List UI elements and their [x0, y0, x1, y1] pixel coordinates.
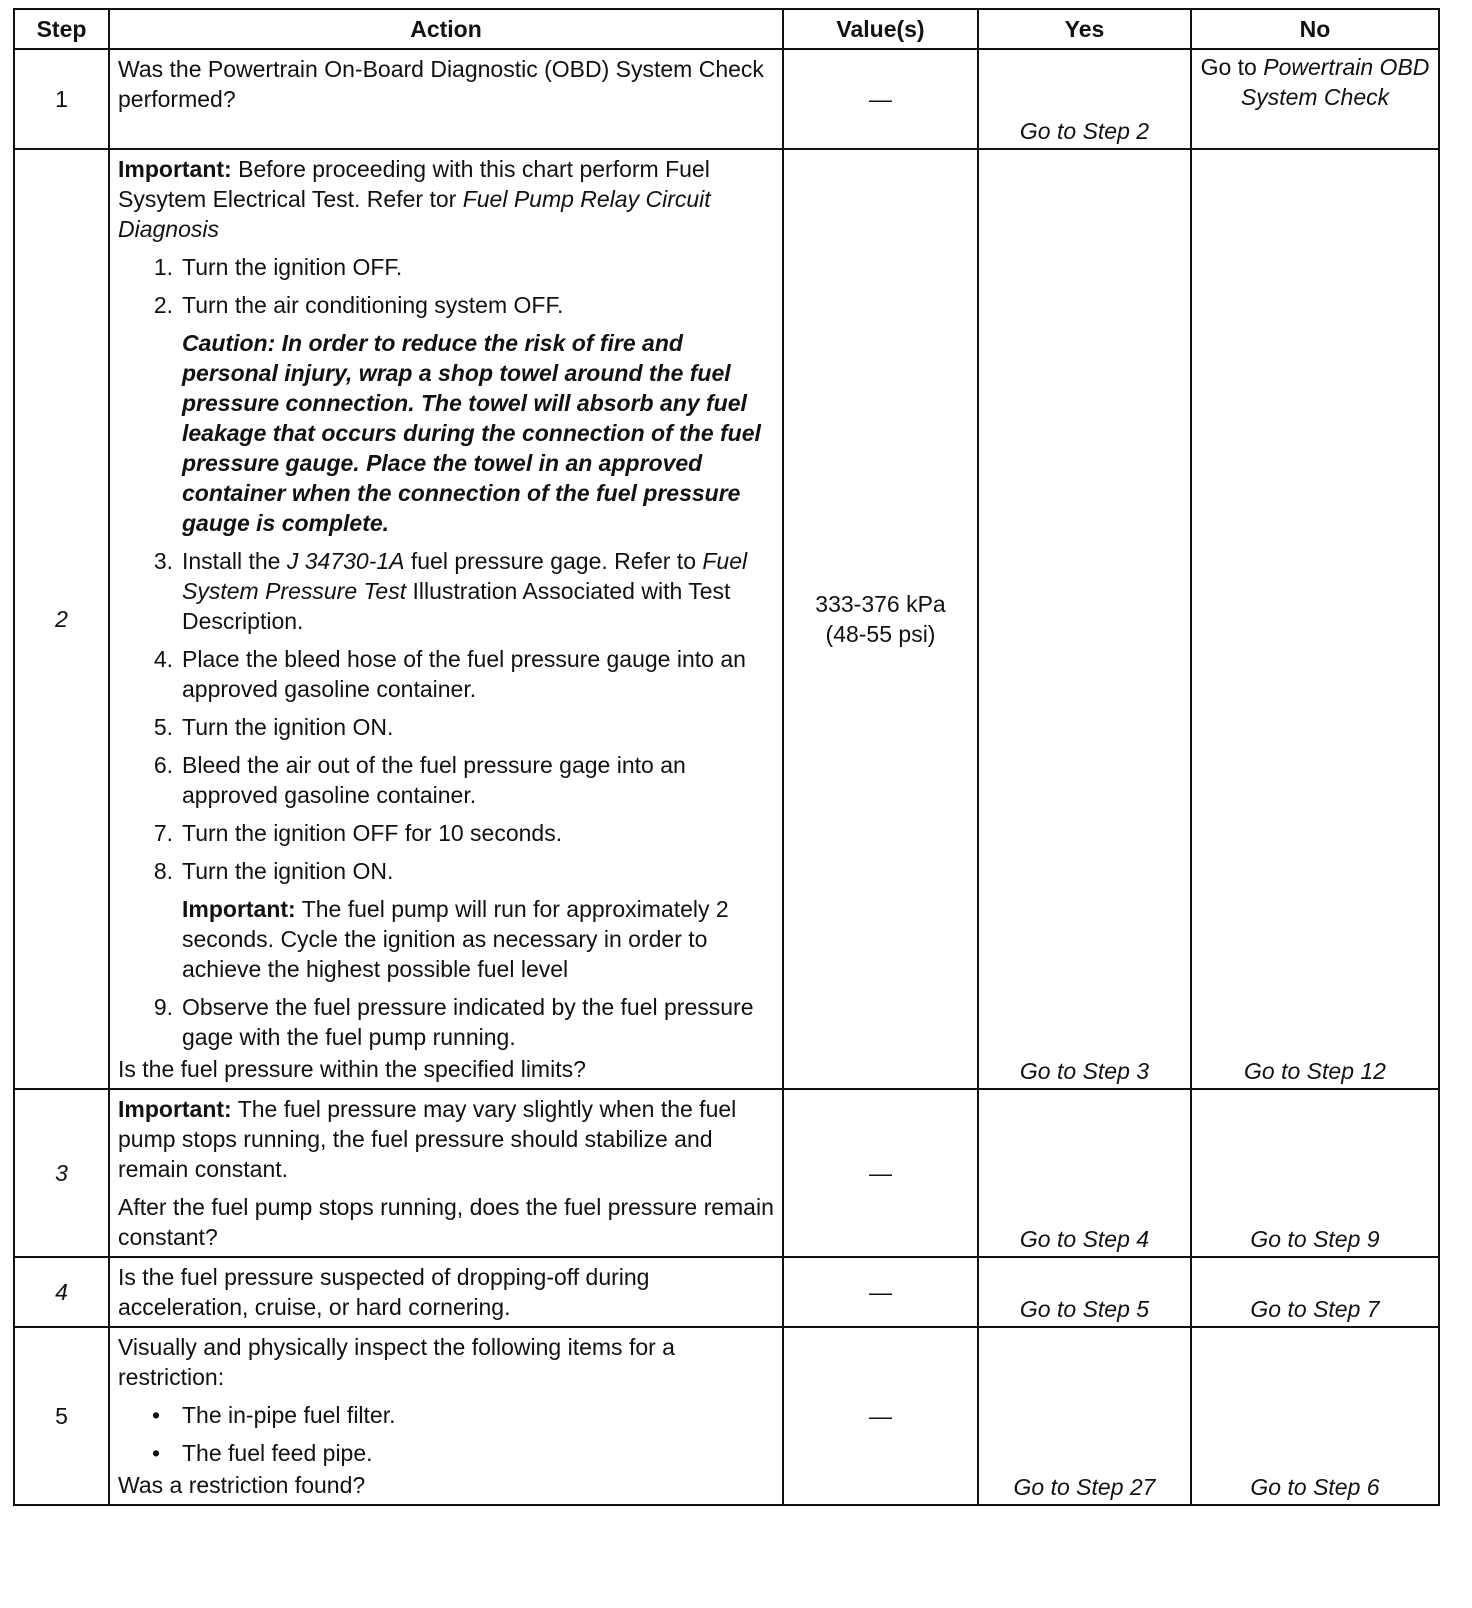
list-number: 7. — [153, 820, 173, 846]
list-item — [118, 1438, 776, 1468]
list-text: Turn the ignition OFF. — [182, 254, 403, 280]
list-item — [118, 252, 776, 282]
list-item — [118, 290, 776, 320]
important-text: The fuel pump will run for approximately 2 seconds. Cycle the ignition as necessary in order to achieve the highest possible fuel level — [182, 896, 729, 982]
table-row-step-4 — [14, 1257, 1439, 1327]
yes-cell: Go to Step 5 — [978, 1257, 1191, 1327]
pressure-kpa: 333-376 kPa — [815, 591, 946, 617]
no-cell: Go to Step 6 — [1191, 1327, 1439, 1505]
list-number: 5. — [153, 714, 173, 740]
no-cell: Go to Step 12 — [1191, 149, 1439, 1089]
step-number: 4 — [14, 1257, 109, 1327]
action-cell — [109, 1257, 783, 1327]
value-cell — [783, 149, 978, 1089]
action-cell — [109, 1327, 783, 1505]
list-item — [118, 992, 776, 1052]
list-text: Turn the air conditioning system OFF. — [182, 292, 564, 318]
important-text: The fuel pressure may vary slightly when the fuel pump stops running, the fuel pressure should stabilize and remain constant. — [118, 1096, 737, 1182]
caution-note: Caution: In order to reduce the risk of fire and personal injury, wrap a shop towel around the fuel pressure connection. The towel will absorb any fuel leakage that occurs during the connection of the fuel pressure gauge. Place the towel in an approved container when the connection of the fuel pressure gauge is complete. — [182, 330, 761, 536]
value-cell: — — [783, 1327, 978, 1505]
yes-cell: Go to Step 4 — [978, 1089, 1191, 1257]
table-row-step-5 — [14, 1327, 1439, 1505]
important-label: Important: — [118, 1096, 232, 1122]
action-cell — [109, 1089, 783, 1257]
no-prefix: Go to — [1200, 54, 1264, 80]
list-item — [118, 546, 776, 636]
yes-cell: Go to Step 27 — [978, 1327, 1191, 1505]
header-no: No — [1191, 9, 1439, 49]
header-row — [14, 9, 1439, 49]
yes-cell: Go to Step 2 — [978, 49, 1191, 149]
bullet-icon: • — [152, 1402, 161, 1428]
list-number: 1. — [153, 254, 173, 280]
action-cell — [109, 49, 783, 149]
header-yes: Yes — [978, 9, 1191, 49]
list-text: Illustration Associated with Test Description. — [182, 578, 731, 634]
list-item — [118, 644, 776, 704]
action-question: Was the Powertrain On-Board Diagnostic (OBD) System Check performed? — [118, 56, 764, 112]
action-cell — [109, 149, 783, 1089]
list-text: The fuel feed pipe. — [182, 1440, 373, 1466]
step-number: 1 — [14, 49, 109, 149]
header-action: Action — [109, 9, 783, 49]
important-note-2 — [118, 894, 776, 984]
bullet-icon: • — [152, 1440, 161, 1466]
action-question: Is the fuel pressure suspected of dropping-off during acceleration, cruise, or hard cornering. — [118, 1264, 650, 1320]
action-question: Is the fuel pressure within the specified limits? — [118, 1056, 586, 1082]
list-item — [118, 712, 776, 742]
list-number: 2. — [153, 292, 173, 318]
list-item — [118, 1400, 776, 1430]
step-number: 5 — [14, 1327, 109, 1505]
list-item — [118, 750, 776, 810]
list-number: 4. — [153, 646, 173, 672]
table-row-step-3 — [14, 1089, 1439, 1257]
action-question: Was a restriction found? — [118, 1472, 366, 1498]
list-text: The in-pipe fuel filter. — [182, 1402, 396, 1428]
list-text: Install the — [182, 548, 287, 574]
test-ref-link[interactable]: Fuel System Pressure Test — [182, 548, 748, 604]
step-number: 2 — [14, 149, 109, 1089]
list-text: Observe the fuel pressure indicated by the fuel pressure gage with the fuel pump running. — [182, 994, 754, 1050]
important-note — [118, 154, 776, 244]
pressure-psi: (48-55 psi) — [825, 621, 936, 647]
list-text: Place the bleed hose of the fuel pressure gauge into an approved gasoline container. — [182, 646, 746, 702]
action-question: After the fuel pump stops running, does the fuel pressure remain constant? — [118, 1194, 774, 1250]
tool-ref: J 34730-1A — [286, 548, 405, 574]
list-text: fuel pressure gage. Refer to — [404, 548, 703, 574]
list-text: Turn the ignition OFF for 10 seconds. — [182, 820, 563, 846]
step-number: 3 — [14, 1089, 109, 1257]
procedure-list — [118, 252, 776, 1052]
important-text: Before proceeding with this chart perform Fuel Sysytem Electrical Test. Refer tor — [118, 156, 710, 212]
list-item — [118, 856, 776, 886]
important-label: Important: — [118, 156, 232, 182]
table-row-step-2 — [14, 149, 1439, 1089]
diagnostic-table — [13, 8, 1440, 1506]
value-cell: — — [783, 1089, 978, 1257]
list-number: 8. — [153, 858, 173, 884]
important-link[interactable]: Fuel Pump Relay Circuit Diagnosis — [118, 186, 711, 242]
value-cell: — — [783, 1257, 978, 1327]
list-number: 9. — [153, 994, 173, 1020]
yes-cell: Go to Step 3 — [978, 149, 1191, 1089]
no-link-obd-check[interactable]: Powertrain OBD System Check — [1240, 54, 1430, 110]
no-cell — [1191, 49, 1439, 149]
list-number: 6. — [153, 752, 173, 778]
no-cell: Go to Step 9 — [1191, 1089, 1439, 1257]
no-cell: Go to Step 7 — [1191, 1257, 1439, 1327]
list-text: Turn the ignition ON. — [182, 858, 394, 884]
list-item — [118, 818, 776, 848]
inspection-intro: Visually and physically inspect the following items for a restriction: — [118, 1334, 675, 1390]
header-values: Value(s) — [783, 9, 978, 49]
value-cell: — — [783, 49, 978, 149]
table-row-step-1 — [14, 49, 1439, 149]
list-number: 3. — [153, 548, 173, 574]
important-label: Important: — [182, 896, 296, 922]
list-text: Turn the ignition ON. — [182, 714, 394, 740]
important-note — [118, 1094, 776, 1184]
list-text: Bleed the air out of the fuel pressure gage into an approved gasoline container. — [182, 752, 686, 808]
header-step: Step — [14, 9, 109, 49]
